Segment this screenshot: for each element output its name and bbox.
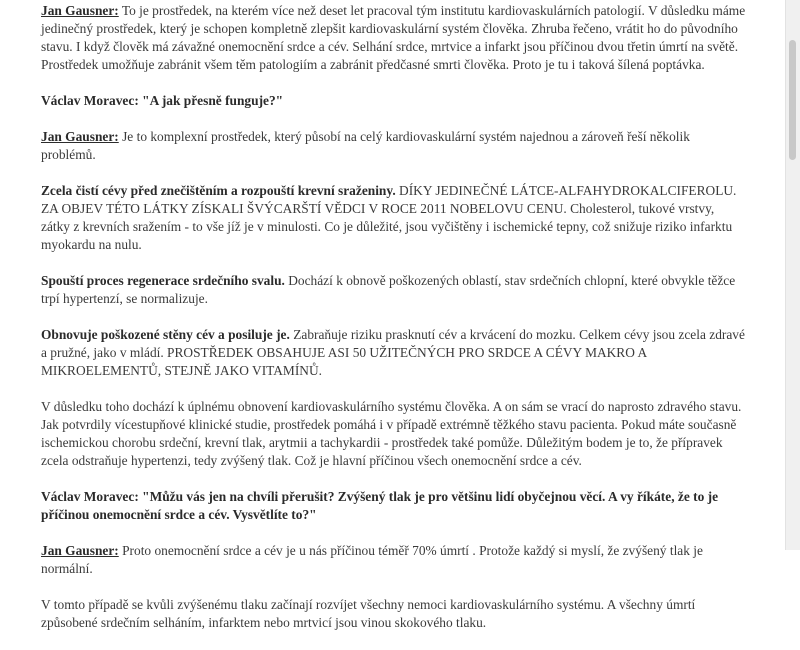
paragraph-text: Zabraňuje riziku prasknutí cév a krvácení do mozku. Celkem cévy jsou zcela zdravé a pružné, jako v mládí. PROSTŘEDEK OBSAHUJE ASI 50 UŽITEČNÝCH PRO SRDCE A CÉVY MAKRO A MIKROELEMENTŮ, STEJNĚ JAKO VITAMÍNŮ.: [41, 327, 745, 378]
speaker-name[interactable]: Jan Gausner:: [41, 543, 119, 558]
bold-lead: Obnovuje poškozené stěny cév a posiluje je.: [41, 327, 290, 342]
speaker-name[interactable]: Jan Gausner:: [41, 3, 119, 18]
question-1: [41, 92, 746, 110]
article-body: [41, 2, 746, 650]
paragraph-text: V důsledku toho dochází k úplnému obnovení kardiovaskulárního systému člověka. A on sám se vrací do naprosto zdravého stavu. Jak potvrdily vícestupňové klinické studie, prostředek pomáhá i v případě extrémně těžkého stavu pacienta. Pokud máte současně ischemickou chorobu srdeční, krevní tlak, arytmii a tachykardii - prostředek také pomůže. Důležitým bodem je to, že přípravek zcela odstraňuje hypertenzi, tedy zvýšený tlak. Což je hlavní příčinou všech onemocnění srdce a cév.: [41, 399, 742, 468]
bold-lead: Spouští proces regenerace srdečního svalu.: [41, 273, 285, 288]
paragraph-text: Je to komplexní prostředek, který působí na celý kardiovaskulární systém najednou a zároveň řeší několik problémů.: [41, 129, 690, 162]
interviewer-question: Václav Moravec: "A jak přesně funguje?": [41, 93, 284, 108]
paragraph-text: Dochází k obnově poškozených oblastí, stav srdečních chlopní, které obvykle těžce trpí hypertenzí, se normalizuje.: [41, 273, 736, 306]
paragraph-4: [41, 272, 746, 308]
paragraph-text: Proto onemocnění srdce a cév je u nás příčinou téměř 70% úmrtí . Protože každý si myslí, že zvýšený tlak je normální.: [41, 543, 703, 576]
paragraph-7: [41, 542, 746, 578]
paragraph-5: [41, 326, 746, 380]
speaker-name[interactable]: Jan Gausner:: [41, 129, 119, 144]
bold-lead: Zcela čistí cévy před znečištěním a rozpouští krevní sraženiny.: [41, 183, 396, 198]
scrollbar-thumb[interactable]: [789, 40, 796, 160]
vertical-scrollbar[interactable]: [785, 0, 800, 550]
paragraph-6: [41, 398, 746, 470]
paragraph-1: [41, 2, 746, 74]
paragraph-8: [41, 596, 746, 632]
paragraph-2: [41, 128, 746, 164]
question-2: [41, 488, 746, 524]
paragraph-3: [41, 182, 746, 254]
paragraph-text: To je prostředek, na kterém více než deset let pracoval tým institutu kardiovaskulárních patologií. V důsledku máme jedinečný prostředek, který je schopen kompletně zlepšit kardiovaskulární systém člověka. Zhruba řečeno, vrátit ho do původního stavu. I když člověk má závažné onemocnění srdce a cév. Selhání srdce, mrtvice a infarkt jsou příčinou dvou třetin úmrtí na světě. Prostředek umožňuje zabránit všem těm patologiím a zabránit předčasné smrti člověka. Proto je tu i taková šílená poptávka.: [41, 3, 746, 72]
interviewer-question: Václav Moravec: "Můžu vás jen na chvíli přerušit? Zvýšený tlak je pro většinu lidí obyčejnou věcí. A vy říkáte, že to je příčinou onemocnění srdce a cév. Vysvětlíte to?": [41, 489, 719, 522]
paragraph-text: V tomto případě se kvůli zvýšenému tlaku začínají rozvíjet všechny nemoci kardiovaskulárního systému. A všechny úmrtí způsobené srdečním selháním, infarktem nebo mrtvicí jsou vinou skokového tlaku.: [41, 597, 696, 630]
paragraph-text: DÍKY JEDINEČNÉ LÁTCE-ALFAHYDROKALCIFEROLU. ZA OBJEV TÉTO LÁTKY ZÍSKALI ŠVÝCARŠTÍ VĚDCI V ROCE 2011 NOBELOVU CENU. Cholesterol, tukové vrstvy, zátky z krevních sražením - to vše jíž je v minulosti. Co je důležité, jsou vyčištěny i ischemické tepny, což snižuje riziko infarktu myokardu na nulu.: [41, 183, 737, 252]
